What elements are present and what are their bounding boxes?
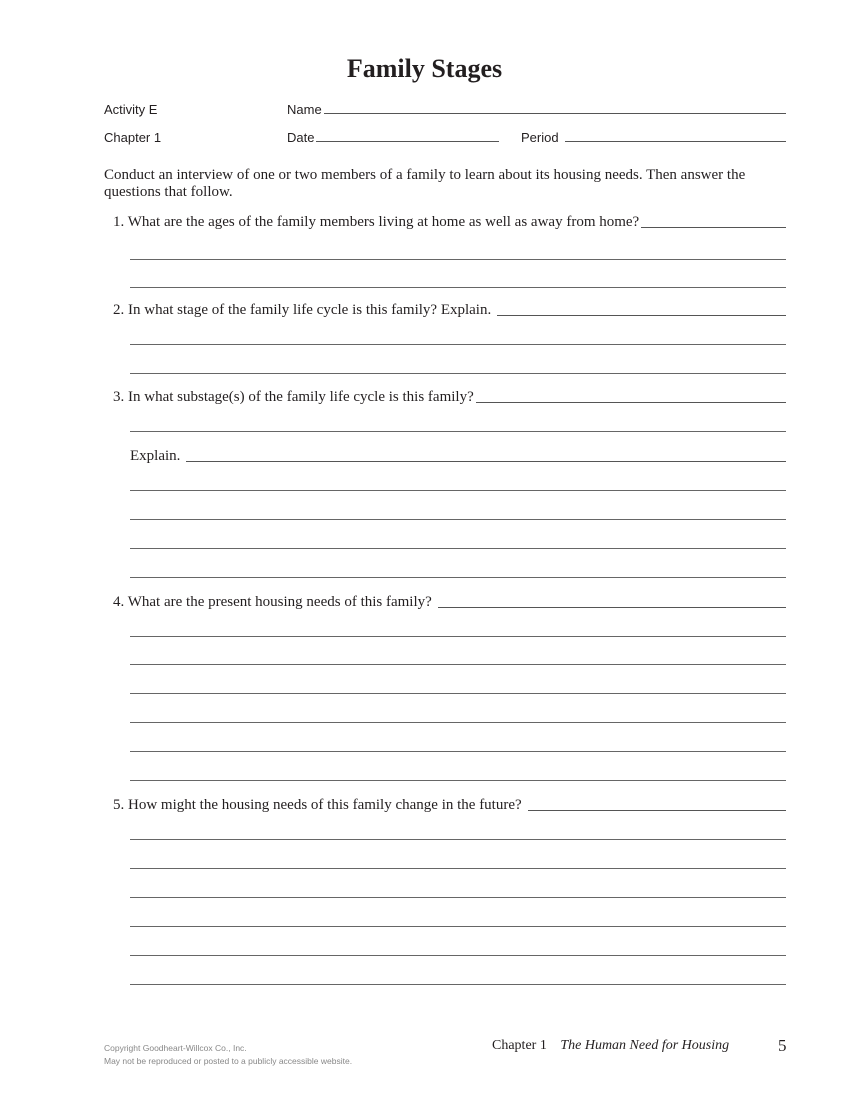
copyright-text: Copyright Goodheart-Willcox Co., Inc. — [104, 1043, 247, 1053]
answer-line[interactable] — [130, 693, 786, 694]
chapter-label: Chapter 1 — [104, 130, 162, 145]
notice-text: May not be reproduced or posted to a publicly accessible website. — [104, 1056, 353, 1066]
answer-line[interactable] — [130, 373, 786, 374]
explain-label: Explain. — [130, 448, 181, 464]
instructions: Conduct an interview of one or two members of a family to learn about its housing needs. Then answer the questions that follow. — [104, 167, 746, 200]
answer-line[interactable] — [130, 490, 786, 491]
answer-line[interactable] — [641, 226, 786, 228]
question-3[interactable] — [113, 389, 786, 406]
answer-line[interactable] — [130, 751, 786, 752]
answer-line[interactable] — [476, 401, 786, 403]
answer-line[interactable] — [497, 314, 786, 316]
footer-copyright — [104, 1042, 352, 1068]
answer-line[interactable] — [130, 839, 786, 840]
answer-line[interactable] — [130, 636, 786, 637]
answer-line[interactable] — [130, 577, 786, 578]
answer-line[interactable] — [130, 344, 786, 345]
period-line[interactable] — [565, 140, 786, 142]
answer-line[interactable] — [130, 519, 786, 520]
page-number: 5 — [778, 1036, 787, 1055]
answer-line[interactable] — [438, 606, 786, 608]
period-label: Period — [521, 130, 559, 145]
answer-line[interactable] — [186, 460, 786, 462]
question-2[interactable] — [113, 302, 786, 319]
date-line[interactable] — [316, 140, 499, 142]
answer-line[interactable] — [130, 664, 786, 665]
answer-line[interactable] — [130, 548, 786, 549]
answer-line[interactable] — [130, 722, 786, 723]
page-title: Family Stages — [346, 54, 503, 83]
footer-chapter — [492, 1038, 729, 1054]
question-text: 3. In what substage(s) of the family life cycle is this family? — [113, 389, 474, 405]
answer-line[interactable] — [130, 431, 786, 432]
answer-line[interactable] — [130, 259, 786, 260]
question-1[interactable] — [113, 214, 786, 231]
date-field[interactable] — [287, 130, 499, 145]
name-field[interactable] — [287, 102, 786, 117]
footer-chapter-title: The Human Need for Housing — [560, 1038, 730, 1053]
question-5[interactable] — [113, 797, 786, 814]
answer-line[interactable] — [130, 984, 786, 985]
question-text: 1. What are the ages of the family members living at home as well as away from home? — [113, 214, 640, 230]
footer-chapter-number: Chapter 1 — [492, 1038, 547, 1053]
answer-line[interactable] — [130, 780, 786, 781]
activity-label: Activity E — [104, 102, 158, 117]
answer-line[interactable] — [130, 868, 786, 869]
name-label: Name — [287, 102, 322, 117]
answer-line[interactable] — [130, 287, 786, 288]
explain-field[interactable] — [130, 448, 786, 465]
question-text: 5. How might the housing needs of this family change in the future? — [113, 797, 522, 813]
name-line[interactable] — [324, 112, 786, 114]
answer-line[interactable] — [130, 897, 786, 898]
answer-line[interactable] — [130, 926, 786, 927]
period-field[interactable] — [521, 130, 786, 145]
question-text: 2. In what stage of the family life cycle is this family? Explain. — [113, 302, 492, 318]
date-label: Date — [287, 130, 315, 145]
question-4[interactable] — [113, 594, 786, 611]
answer-line[interactable] — [528, 809, 786, 811]
question-text: 4. What are the present housing needs of this family? — [113, 594, 432, 610]
answer-line[interactable] — [130, 955, 786, 956]
